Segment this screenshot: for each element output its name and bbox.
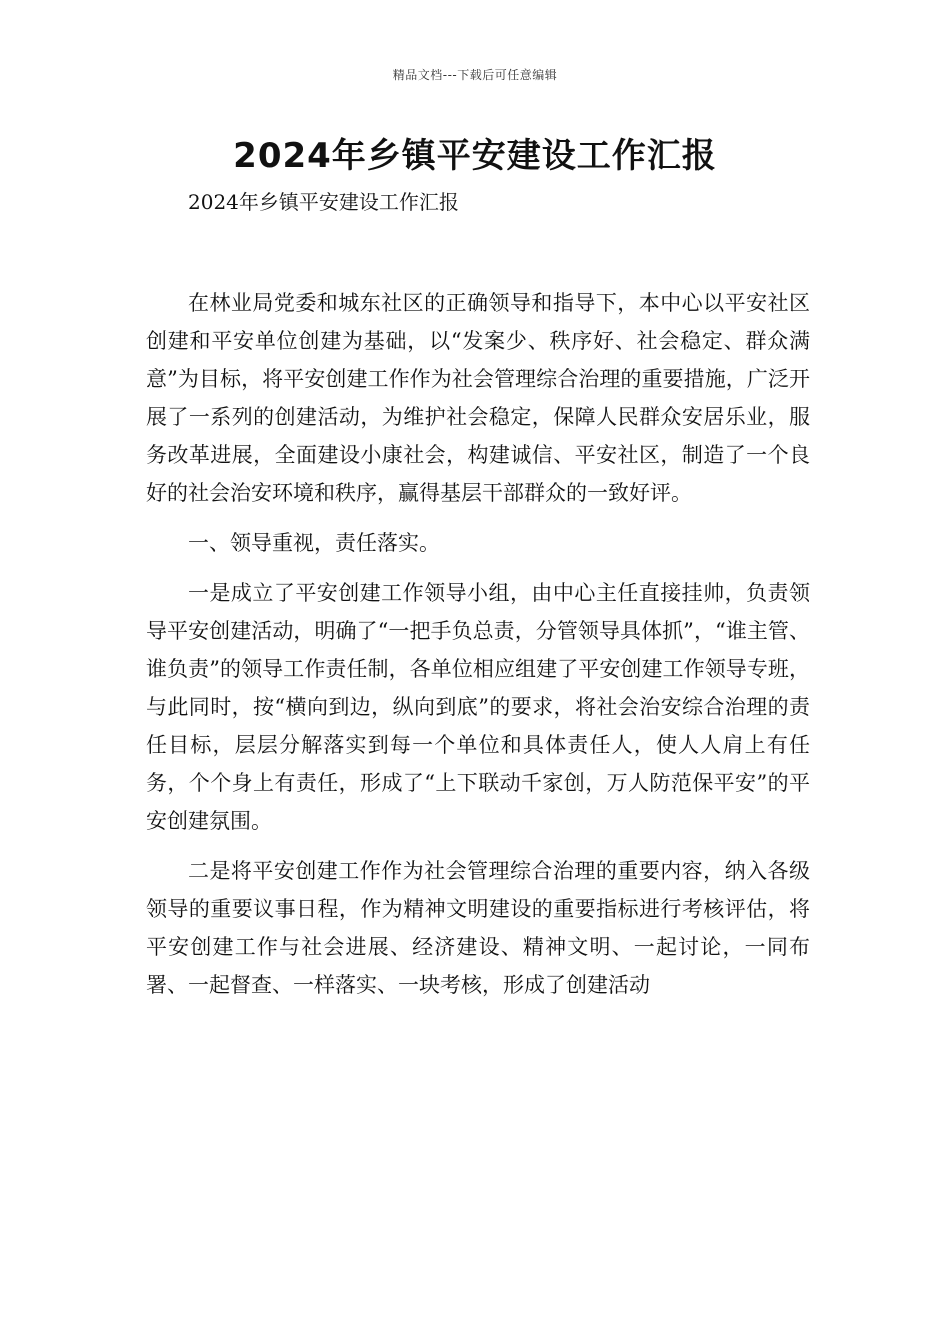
paragraph-point-two: 二是将平安创建工作作为社会管理综合治理的重要内容，纳入各级领导的重要议事日程，作为精神文明建设的重要指标进行考核评估，将平安创建工作与社会进展、经济建设、精神文明、一起讨论，一同布署、一起督查、一样落实、一块考核，形成了创建活动 xyxy=(146,859,810,997)
paragraph-section-heading: 一、领导重视，责任落实。 xyxy=(188,531,440,555)
document-title: 2024年乡镇平安建设工作汇报 xyxy=(233,136,717,176)
document-body xyxy=(146,284,810,1016)
paragraph-point-one: 一是成立了平安创建工作领导小组，由中心主任直接挂帅，负责领导平安创建活动，明确了“一把手负总责，分管领导具体抓”，“谁主管、谁负责”的领导工作责任制，各单位相应组建了平安创建工作领导专班，与此同时，按“横向到边，纵向到底”的要求，将社会治安综合治理的责任目标，层层分解落实到每一个单位和具体责任人，使人人肩上有任务，个个身上有责任，形成了“上下联动千家创，万人防范保平安”的平安创建氛围。 xyxy=(146,581,810,833)
paragraph-intro: 在林业局党委和城东社区的正确领导和指导下，本中心以平安社区创建和平安单位创建为基础，以“发案少、秩序好、社会稳定、群众满意”为目标，将平安创建工作作为社会管理综合治理的重要措施，广泛开展了一系列的创建活动，为维护社会稳定，保障人民群众安居乐业，服务改革进展，全面建设小康社会，构建诚信、平安社区，制造了一个良好的社会治安环境和秩序，赢得基层干部群众的一致好评。 xyxy=(146,291,810,505)
header-note: 精品文档---下载后可任意编辑 xyxy=(392,68,558,82)
document-subtitle: 2024年乡镇平安建设工作汇报 xyxy=(188,190,459,214)
